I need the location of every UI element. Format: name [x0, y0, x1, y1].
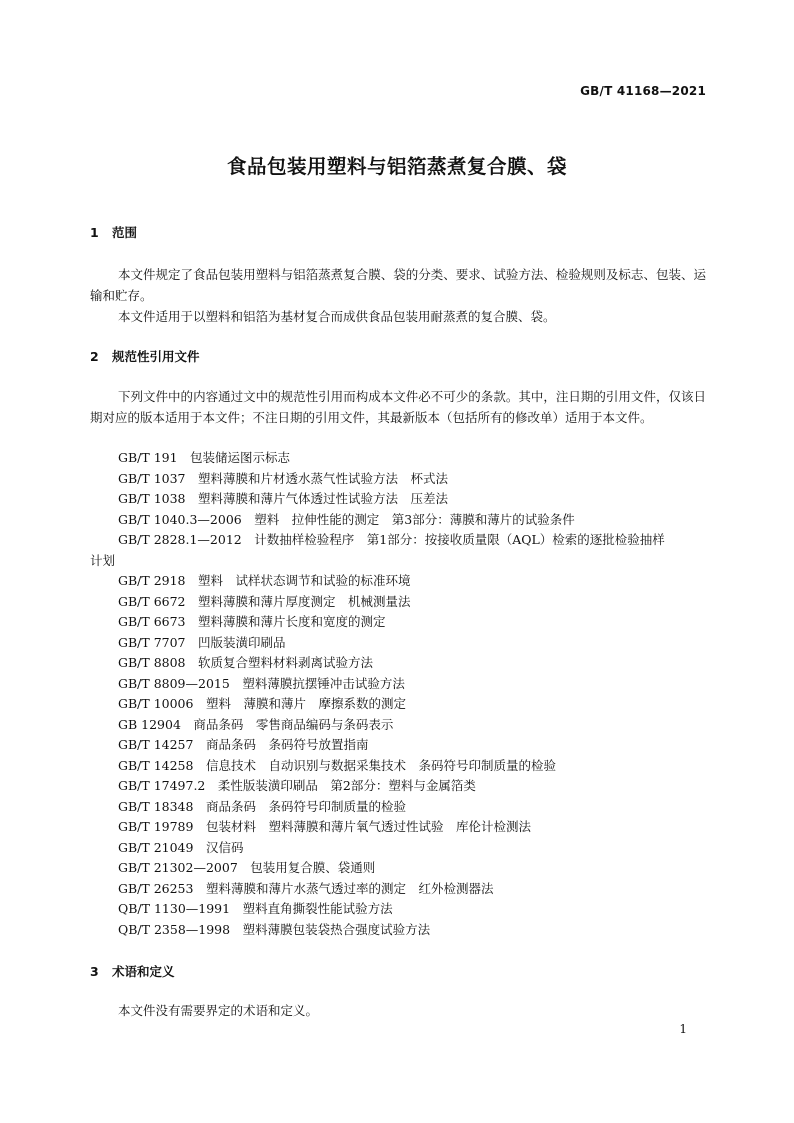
section-number: 1 — [90, 225, 99, 240]
scope-paragraph-2: 本文件适用于以塑料和铝箔为基材复合而成供食品包装用耐蒸煮的复合膜、袋。 — [118, 309, 556, 324]
section-title: 范围 — [112, 225, 138, 240]
reference-item: GB/T 26253 塑料薄膜和薄片水蒸气透过率的测定 红外检测器法 — [118, 880, 494, 896]
normative-intro: 下列文件中的内容通过文中的规范性引用而构成本文件必不可少的条款。其中，注日期的引用文件，仅该日期对应的版本适用于本文件；不注日期的引用文件，其最新版本（包括所有的修改单）适用于本文件。 — [90, 389, 706, 425]
terms-paragraph: 本文件没有需要界定的术语和定义。 — [118, 1003, 319, 1018]
reference-item: GB/T 2918 塑料 试样状态调节和试验的标准环境 — [118, 573, 411, 588]
reference-item: GB 12904 商品条码 零售商品编码与条码表示 — [118, 716, 394, 732]
reference-item: GB/T 17497.2 柔性版装潢印刷品 第2部分：塑料与金属箔类 — [118, 778, 476, 793]
reference-item: GB/T 21049 汉信码 — [118, 839, 244, 855]
reference-item: GB/T 19789 包装材料 塑料薄膜和薄片氧气透过性试验 库伦计检测法 — [118, 819, 531, 834]
reference-item: GB/T 6673 塑料薄膜和薄片长度和宽度的测定 — [118, 614, 386, 629]
page-number: 1 — [679, 1022, 687, 1036]
reference-item: GB/T 21302—2007 包装用复合膜、袋通则 — [118, 860, 376, 875]
reference-item: QB/T 1130—1991 塑料直角撕裂性能试验方法 — [118, 901, 393, 916]
reference-item: GB/T 14257 商品条码 条码符号放置指南 — [118, 737, 369, 752]
document-title: 食品包装用塑料与铝箔蒸煮复合膜、袋 — [226, 155, 567, 178]
section-title: 术语和定义 — [112, 964, 175, 979]
section-heading-terms — [90, 962, 175, 980]
reference-item-continuation: 计划 — [90, 552, 116, 568]
reference-item: GB/T 6672 塑料薄膜和薄片厚度测定 机械测量法 — [118, 593, 411, 609]
scope-paragraph-1: 本文件规定了食品包装用塑料与铝箔蒸煮复合膜、袋的分类、要求、试验方法、检验规则及标志、包装、运输和贮存。 — [90, 267, 706, 303]
reference-item: GB/T 8808 软质复合塑料材料剥离试验方法 — [118, 655, 374, 670]
standard-code: GB/T 41168—2021 — [580, 84, 706, 98]
reference-item: GB/T 191 包装储运图示标志 — [118, 450, 291, 465]
reference-item: GB/T 14258 信息技术 自动识别与数据采集技术 条码符号印制质量的检验 — [118, 757, 556, 773]
reference-item: GB/T 1037 塑料薄膜和片材透水蒸气性试验方法 杯式法 — [118, 470, 449, 486]
section-heading-scope — [90, 223, 137, 241]
reference-item: GB/T 18348 商品条码 条码符号印制质量的检验 — [118, 798, 406, 814]
reference-item: QB/T 2358—1998 塑料薄膜包装袋热合强度试验方法 — [118, 921, 431, 937]
reference-item: GB/T 1040.3—2006 塑料 拉伸性能的测定 第3部分：薄膜和薄片的试验条件 — [118, 511, 575, 527]
section-number: 2 — [90, 349, 99, 364]
section-title: 规范性引用文件 — [112, 349, 200, 364]
section-number: 3 — [90, 964, 99, 979]
reference-item: GB/T 2828.1—2012 计数抽样检验程序 第1部分：按接收质量限（AQL）检索的逐批检验抽样 — [118, 532, 665, 547]
reference-item: GB/T 8809—2015 塑料薄膜抗摆锤冲击试验方法 — [118, 675, 405, 691]
reference-item: GB/T 1038 塑料薄膜和薄片气体透过性试验方法 压差法 — [118, 491, 449, 506]
section-heading-normative — [90, 347, 200, 365]
reference-item: GB/T 7707 凹版装潢印刷品 — [118, 634, 286, 650]
reference-item: GB/T 10006 塑料 薄膜和薄片 摩擦系数的测定 — [118, 696, 406, 711]
